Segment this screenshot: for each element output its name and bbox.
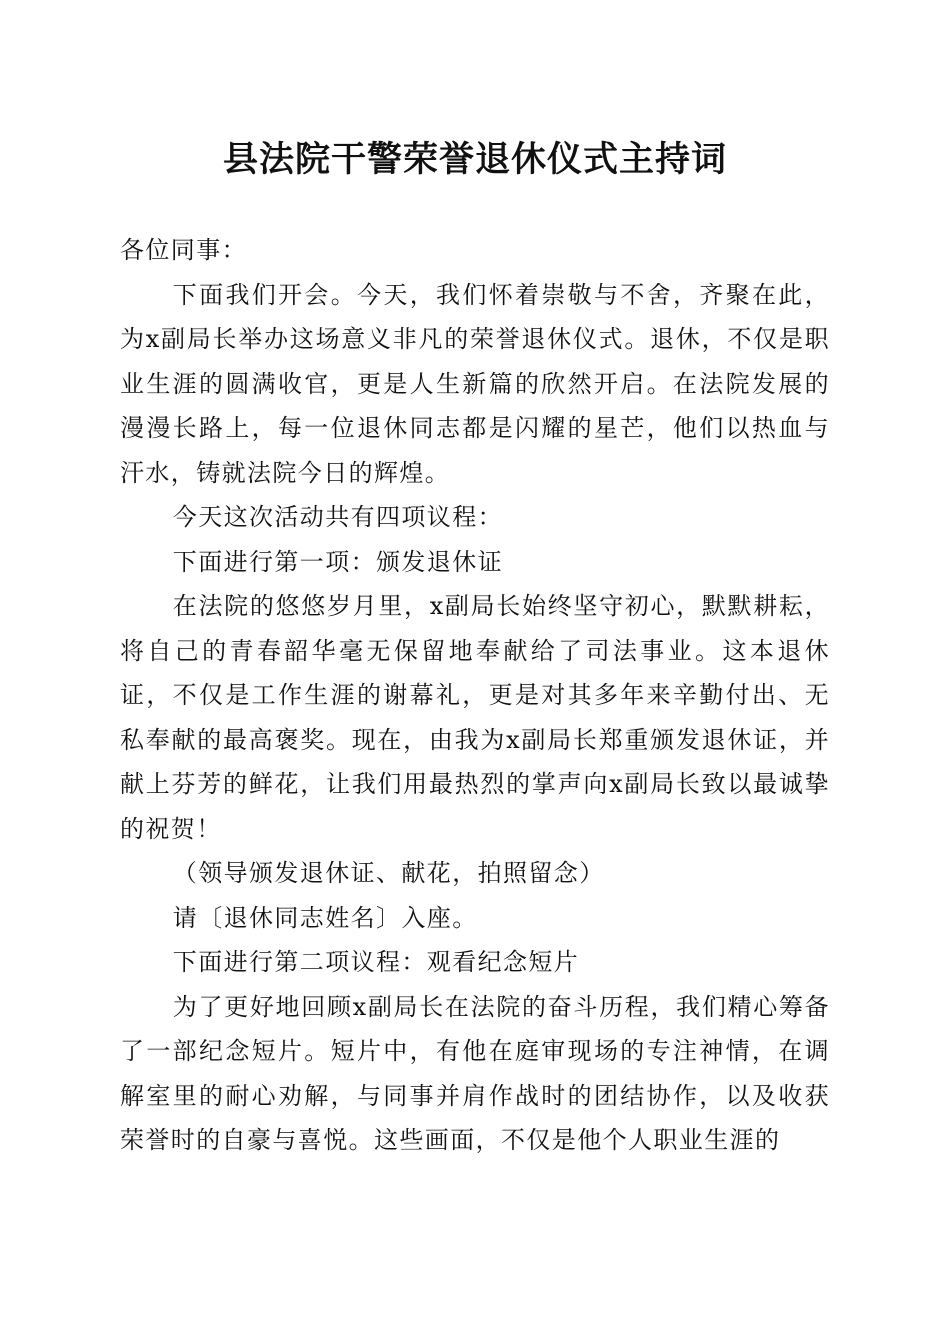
document-title: 县法院干警荣誉退休仪式主持词 xyxy=(222,139,727,180)
paragraph-item-one-body: 在法院的悠悠岁月里，x副局长始终坚守初心，默默耕耘，将自己的青春韶华毫无保留地奉献给了司法事业。这本退休证，不仅是工作生涯的谢幕礼，更是对其多年来辛勤付出、无私奉献的最高褒奖。现在，由我为x副局长郑重颁发退休证，并献上芬芳的鲜花，让我们用最热烈的掌声向x副局长致以最诚挚的祝贺！ xyxy=(120,592,830,843)
paragraph-stage-direction: （领导颁发退休证、献花，拍照留念） xyxy=(172,859,605,887)
paragraph-item-two-body: 为了更好地回顾x副局长在法院的奋斗历程，我们精心筹备了一部纪念短片。短片中，有他在庭审现场的专注神情，在调解室里的耐心劝解，与同事并肩作战时的团结协作，以及收获荣誉时的自豪与喜悦。这些画面，不仅是他个人职业生涯的 xyxy=(120,992,830,1154)
paragraph-opening: 下面我们开会。今天，我们怀着崇敬与不舍，齐聚在此，为x副局长举办这场意义非凡的荣誉退休仪式。退休，不仅是职业生涯的圆满收官，更是人生新篇的欣然开启。在法院发展的漫漫长路上，每一位退休同志都是闪耀的星芒，他们以热血与汗水，铸就法院今日的辉煌。 xyxy=(120,280,830,487)
document-body xyxy=(120,228,830,1163)
paragraph-item-one-heading: 下面进行第一项：颁发退休证 xyxy=(172,547,503,576)
paragraph-seat-instruction: 请〔退休同志姓名〕入座。 xyxy=(172,903,478,932)
paragraph-agenda-intro: 今天这次活动共有四项议程： xyxy=(172,503,503,531)
salutation: 各位同事： xyxy=(120,236,247,264)
paragraph-item-two-heading: 下面进行第二项议程：观看纪念短片 xyxy=(172,948,580,976)
